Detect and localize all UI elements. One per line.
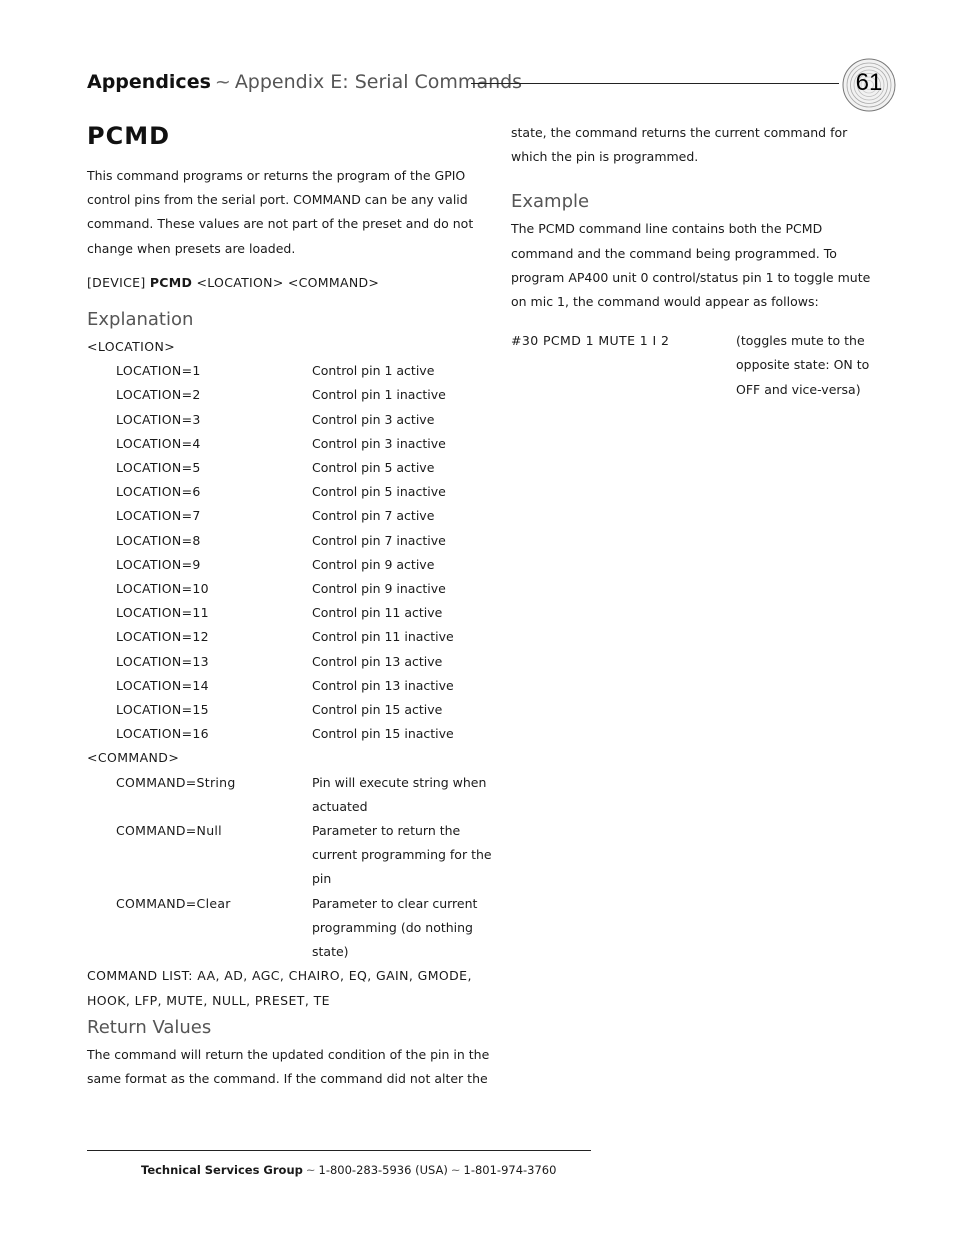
intro-paragraph: This command programs or returns the program of the GPIO control pins from the serial port. COMMAND can be any valid command. These values are not part of the preset and do not change when presets are loaded. <box>87 168 474 256</box>
example-note: (toggles mute to the opposite state: ON to OFF and vice-versa) <box>736 333 870 397</box>
location-row-desc: Control pin 7 inactive <box>312 532 446 548</box>
command-syntax <box>87 271 497 295</box>
location-row-key: LOCATION=16 <box>116 726 209 742</box>
command-row <box>87 892 497 965</box>
return-values-text-part2: state, the command returns the current command for which the pin is programmed. <box>511 125 848 165</box>
location-row-desc: Control pin 11 inactive <box>312 629 454 645</box>
right-column <box>511 121 876 402</box>
page-number: 61 <box>855 69 883 96</box>
command-row-key: COMMAND=Null <box>116 823 222 839</box>
return-values-text-part1: The command will return the updated condition of the pin in the same format as the command. If the command did not alter the <box>87 1046 490 1086</box>
command-label: <COMMAND> <box>87 750 180 766</box>
location-row <box>87 432 497 456</box>
example-text: The PCMD command line contains both the PCMD command and the command being programmed. To program AP400 unit 0 control/status pin 1 to toggle mute on mic 1, the command would appear as follows: <box>511 221 871 310</box>
location-row <box>87 504 497 528</box>
location-row-key: LOCATION=15 <box>116 702 209 718</box>
location-row-key: LOCATION=4 <box>116 435 201 451</box>
location-row-desc: Control pin 5 inactive <box>312 484 446 500</box>
location-row-desc: Control pin 11 active <box>312 605 443 621</box>
location-row-key: LOCATION=11 <box>116 605 209 621</box>
location-row-desc: Control pin 13 inactive <box>312 677 454 693</box>
location-row <box>87 480 497 504</box>
footer-separator-1: ~ <box>305 1163 316 1177</box>
running-header <box>87 71 522 93</box>
syntax-command: PCMD <box>149 274 193 290</box>
location-row-key: LOCATION=14 <box>116 677 209 693</box>
location-row-desc: Control pin 1 active <box>312 363 435 379</box>
location-row-desc: Control pin 15 active <box>312 702 443 718</box>
footer-rule <box>87 1150 591 1151</box>
location-row <box>87 674 497 698</box>
command-row <box>87 819 497 892</box>
location-row <box>87 577 497 601</box>
location-row <box>87 601 497 625</box>
footer-phone-intl: 1-801-974-3760 <box>463 1163 557 1177</box>
location-row <box>87 625 497 649</box>
location-row-desc: Control pin 3 inactive <box>312 435 446 451</box>
location-table <box>87 359 497 746</box>
footer-group: Technical Services Group <box>141 1163 303 1177</box>
footer-separator-2: ~ <box>450 1163 461 1177</box>
location-row-key: LOCATION=2 <box>116 387 201 403</box>
explanation-heading: Explanation <box>87 309 194 331</box>
location-row <box>87 722 497 746</box>
command-row <box>87 771 497 819</box>
location-row-desc: Control pin 7 active <box>312 508 435 524</box>
location-row <box>87 529 497 553</box>
location-row-desc: Control pin 13 active <box>312 653 443 669</box>
location-row-key: LOCATION=10 <box>116 581 209 597</box>
example-heading: Example <box>511 191 590 213</box>
header-section: Appendices <box>87 71 211 93</box>
location-row <box>87 383 497 407</box>
command-row-desc: Pin will execute string when actuated <box>312 774 487 814</box>
return-values-heading: Return Values <box>87 1016 212 1038</box>
command-table <box>87 771 497 965</box>
command-list: COMMAND LIST: AA, AD, AGC, CHAIRO, EQ, GAIN, GMODE, HOOK, LFP, MUTE, NULL, PRESET, TE <box>87 968 472 1008</box>
location-row <box>87 553 497 577</box>
location-row-desc: Control pin 3 active <box>312 411 435 427</box>
command-row-desc: Parameter to return the current programming for the pin <box>312 823 492 887</box>
left-column <box>87 120 497 1091</box>
location-row-key: LOCATION=8 <box>116 532 201 548</box>
command-row-key: COMMAND=Clear <box>116 895 231 911</box>
location-label: <LOCATION> <box>87 339 176 355</box>
location-row-desc: Control pin 15 inactive <box>312 726 454 742</box>
location-row-key: LOCATION=1 <box>116 363 201 379</box>
syntax-args: <LOCATION> <COMMAND> <box>196 274 380 290</box>
location-row-key: LOCATION=12 <box>116 629 209 645</box>
location-row <box>87 698 497 722</box>
command-row-desc: Parameter to clear current programming (do nothing state) <box>312 895 478 960</box>
location-row-key: LOCATION=7 <box>116 508 201 524</box>
location-row-key: LOCATION=13 <box>116 653 209 669</box>
location-row-desc: Control pin 5 active <box>312 460 435 476</box>
example-command: #30 PCMD 1 MUTE 1 I 2 <box>511 333 670 349</box>
location-row-key: LOCATION=6 <box>116 484 201 500</box>
page-title: PCMD <box>87 122 171 150</box>
location-row <box>87 650 497 674</box>
header-separator: ~ <box>214 71 231 93</box>
syntax-prefix: [DEVICE] <box>87 274 146 290</box>
footer-phone-usa: 1-800-283-5936 (USA) <box>318 1163 448 1177</box>
header-rule <box>471 83 839 84</box>
location-row-desc: Control pin 9 inactive <box>312 581 446 597</box>
header-subsection: Appendix E: Serial Commands <box>234 71 523 93</box>
location-row-key: LOCATION=9 <box>116 556 201 572</box>
location-row <box>87 456 497 480</box>
location-row-key: LOCATION=3 <box>116 411 201 427</box>
example-row <box>511 329 876 402</box>
location-row <box>87 408 497 432</box>
command-row-key: COMMAND=String <box>116 774 236 790</box>
location-row-desc: Control pin 1 inactive <box>312 387 446 403</box>
location-row <box>87 359 497 383</box>
footer <box>141 1163 556 1177</box>
location-row-desc: Control pin 9 active <box>312 556 435 572</box>
location-row-key: LOCATION=5 <box>116 460 201 476</box>
